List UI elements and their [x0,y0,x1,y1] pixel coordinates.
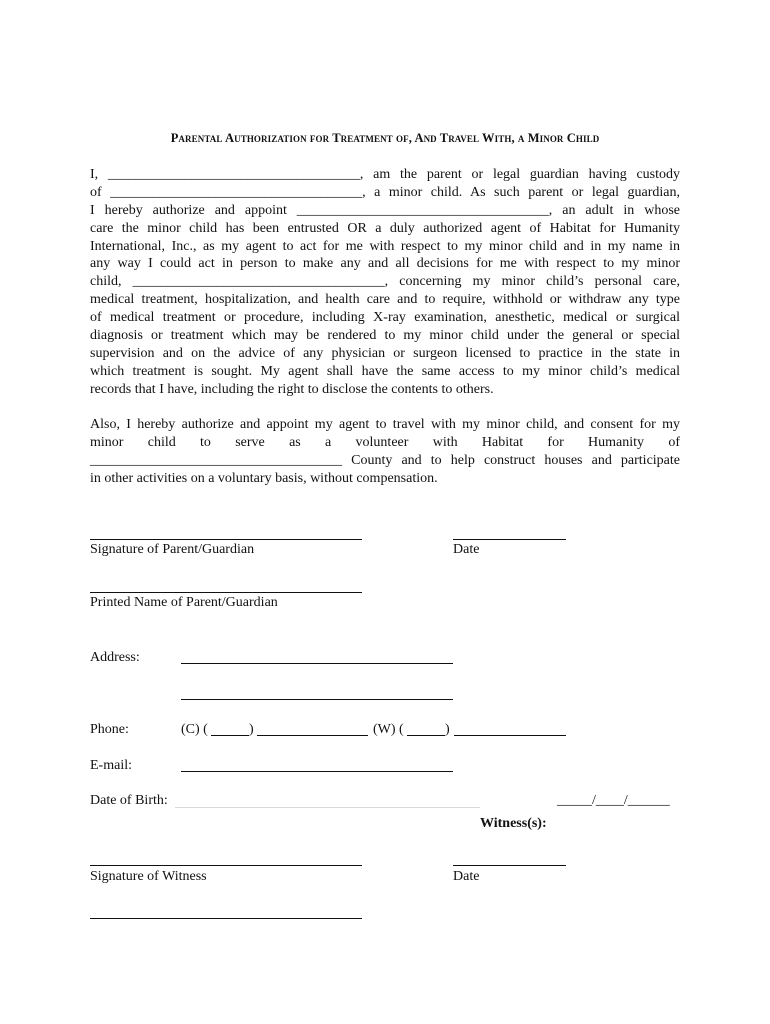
paragraph-line: medical treatment, hospitalization, and health care and to require, withhold or withdraw any type [90,292,680,308]
paragraph-line: which treatment is sought. My agent shall have the same access to my minor child’s medical [90,363,680,379]
date-label: Date [453,542,480,557]
phone-work-prefix: (W) ( [373,722,404,737]
paragraph-line: child, ____________________________________, concerning my minor child’s personal care, [90,274,680,290]
phone-cell-prefix: (C) ( [181,722,208,737]
address-line-2[interactable] [181,699,453,700]
paragraph-line: of medical treatment or procedure, including X-ray examination, anesthetic, medical or surgical [90,310,680,326]
address-line-1[interactable] [181,663,453,664]
travel-paragraph [90,416,680,488]
paragraph-line: International, Inc., as my agent to act for me with respect to my minor child and in my name in [90,238,680,254]
printed-name-line[interactable] [90,592,362,593]
paragraph-line: I hereby authorize and appoint ____________________________________, an adult in whose [90,202,680,218]
paragraph-line: supervision and on the advice of any physician or surgeon licensed to practice in the state in [90,345,680,361]
witness-date-line[interactable] [453,865,566,866]
address-label: Address: [90,650,140,665]
paragraph-line: records that I have, including the right to disclose the contents to others. [90,381,494,397]
date-of-birth-label: Date of Birth: [90,793,168,808]
paragraph-line: diagnosis or treatment which may be rendered to my minor child under the general or special [90,328,680,344]
paragraph-line: I, ____________________________________, am the parent or legal guardian having custody [90,167,680,182]
email-label: E-mail: [90,758,132,773]
witness-printed-name-line[interactable] [90,918,362,919]
authorization-paragraph [90,166,680,399]
paragraph-line: any way I could act in person to make any and all decisions for me with respect to my minor [90,256,680,272]
date-of-birth-divider [175,807,480,808]
phone-cell-close: ) [249,722,254,737]
paragraph-line: Also, I hereby authorize and appoint my agent to travel with my minor child, and consent for my [90,417,680,432]
witness-signature-label: Signature of Witness [90,869,207,884]
witness-header: Witness(s): [480,816,547,831]
paragraph-line: care the minor child has been entrusted OR a duly authorized agent of Habitat for Humanity [90,220,680,236]
email-line[interactable] [181,771,453,772]
phone-work-number-line[interactable] [454,735,566,736]
parent-signature-label: Signature of Parent/Guardian [90,542,255,557]
paragraph-line: minor child to serve as a volunteer with Habitat for Humanity of [90,434,680,450]
phone-label: Phone: [90,722,129,737]
parent-signature-line[interactable] [90,539,362,540]
printed-name-label: Printed Name of Parent/Guardian [90,595,278,610]
phone-work-area-code-line[interactable] [407,735,445,736]
paragraph-line: in other activities on a voluntary basis, without compensation. [90,470,438,486]
paragraph-line: of ____________________________________, a minor child. As such parent or legal guardian, [90,184,680,200]
paragraph-line: ____________________________________ County and to help construct houses and participate [90,452,680,468]
phone-cell-number-line[interactable] [257,735,368,736]
date-line[interactable] [453,539,566,540]
phone-cell-area-code-line[interactable] [211,735,249,736]
phone-work-close: ) [445,722,450,737]
witness-signature-line[interactable] [90,865,362,866]
date-of-birth-blank[interactable]: _____/____/______ [557,793,670,808]
witness-date-label: Date [453,869,480,884]
document-title: Parental Authorization for Treatment of, And Travel With, a Minor Child [170,131,600,145]
